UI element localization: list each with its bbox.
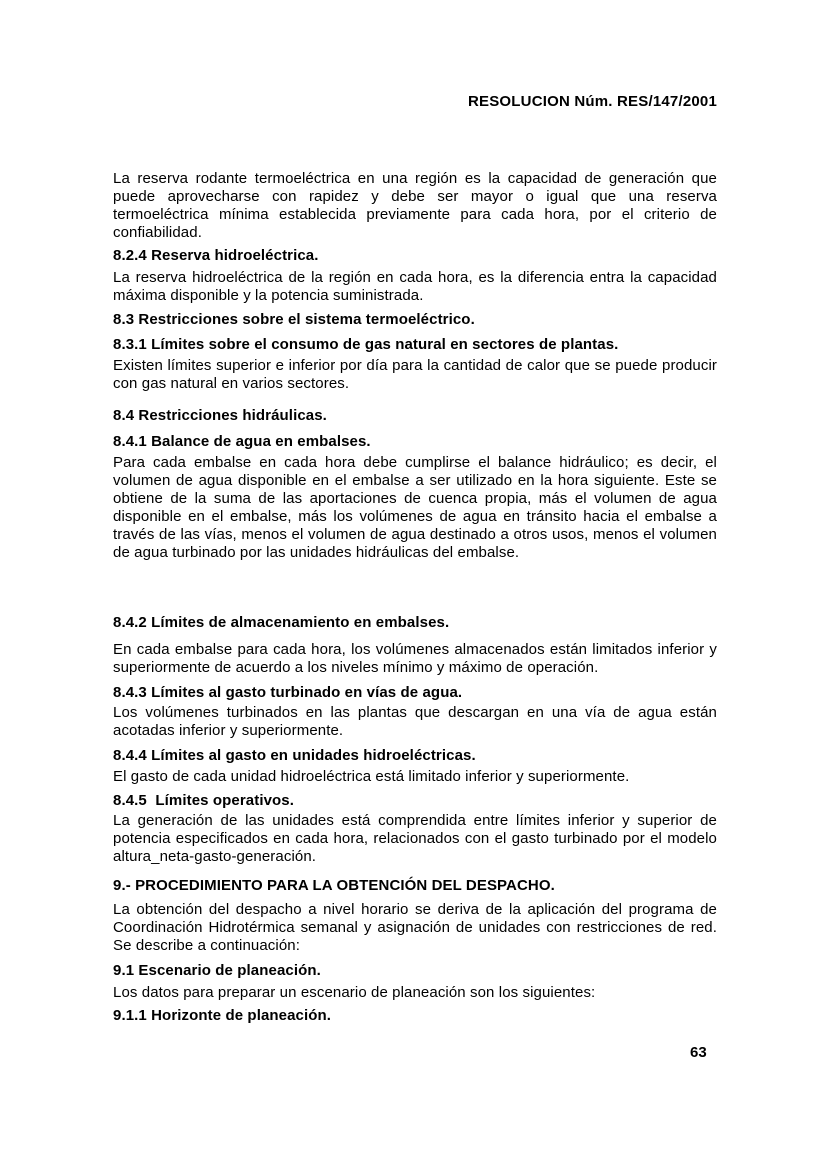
paragraph-volumenes-turbinados: Los volúmenes turbinados en las plantas que descargan en una vía de agua están acotadas inferior y superiormente.: [113, 704, 717, 739]
heading-8-3: 8.3 Restricciones sobre el sistema termoeléctrico.: [113, 311, 475, 328]
paragraph-reserva-rodante: La reserva rodante termoeléctrica en una región es la capacidad de generación que puede aprovecharse con rapidez y debe ser mayor o igual que una reserva termoeléctrica mínima establecida previamente para cada hora, por el criterio de confiabilidad.: [113, 170, 717, 241]
paragraph-reserva-hidroelectrica: La reserva hidroeléctrica de la región en cada hora, es la diferencia entra la capacidad máxima disponible y la potencia suministrada.: [113, 269, 717, 304]
heading-8-4-3: 8.4.3 Límites al gasto turbinado en vías de agua.: [113, 684, 463, 701]
paragraph-gasto-unidad: El gasto de cada unidad hidroeléctrica está limitado inferior y superiormente.: [113, 768, 630, 785]
paragraph-datos-escenario: Los datos para preparar un escenario de planeación son los siguientes:: [113, 984, 596, 1001]
heading-9: 9.- PROCEDIMIENTO PARA LA OBTENCIÓN DEL DESPACHO.: [113, 877, 555, 894]
heading-8-4-5: 8.4.5 Límites operativos.: [113, 792, 295, 809]
heading-8-4-1: 8.4.1 Balance de agua en embalses.: [113, 433, 371, 450]
paragraph-balance-agua: Para cada embalse en cada hora debe cumplirse el balance hidráulico; es decir, el volumen de agua disponible en el embalse a ser utilizado en la hora siguiente. Este se obtiene de la suma de las aportaciones de cuenca propia, más el volumen de agua disponible en el embalse, más los volúmenes de agua en tránsito hacia el embalse a través de las vías, menos el volumen de agua destinado a otros usos, menos el volumen de agua turbinado por las unidades hidráulicas del embalse.: [113, 454, 717, 561]
document-title: RESOLUCION Núm. RES/147/2001: [467, 93, 717, 110]
document-content: [113, 0, 717, 1025]
heading-8-2-4: 8.2.4 Reserva hidroeléctrica.: [113, 247, 319, 264]
paragraph-limites-gas: Existen límites superior e inferior por día para la cantidad de calor que se puede producir con gas natural en varios sectores.: [113, 357, 717, 392]
heading-8-4-4: 8.4.4 Límites al gasto en unidades hidroeléctricas.: [113, 747, 476, 764]
page-number: 63: [690, 1044, 707, 1061]
paragraph-obtencion-despacho: La obtención del despacho a nivel horario se deriva de la aplicación del programa de Coordinación Hidrotérmica semanal y asignación de unidades con restricciones de red. Se describe a continuación:: [113, 901, 717, 954]
heading-8-4-2: 8.4.2 Límites de almacenamiento en embalses.: [113, 614, 450, 631]
heading-8-3-1: 8.3.1 Límites sobre el consumo de gas natural en sectores de plantas.: [113, 336, 619, 353]
heading-8-4: 8.4 Restricciones hidráulicas.: [113, 407, 327, 424]
paragraph-limites-almacenamiento: En cada embalse para cada hora, los volúmenes almacenados están limitados inferior y superiormente de acuerdo a los niveles mínimo y máximo de operación.: [113, 641, 717, 676]
paragraph-generacion-unidades: La generación de las unidades está comprendida entre límites inferior y superior de potencia especificados en cada hora, relacionados con el gasto turbinado por el modelo altura_neta-gasto-generación.: [113, 812, 717, 865]
heading-9-1: 9.1 Escenario de planeación.: [113, 962, 321, 979]
heading-9-1-1: 9.1.1 Horizonte de planeación.: [113, 1007, 332, 1024]
